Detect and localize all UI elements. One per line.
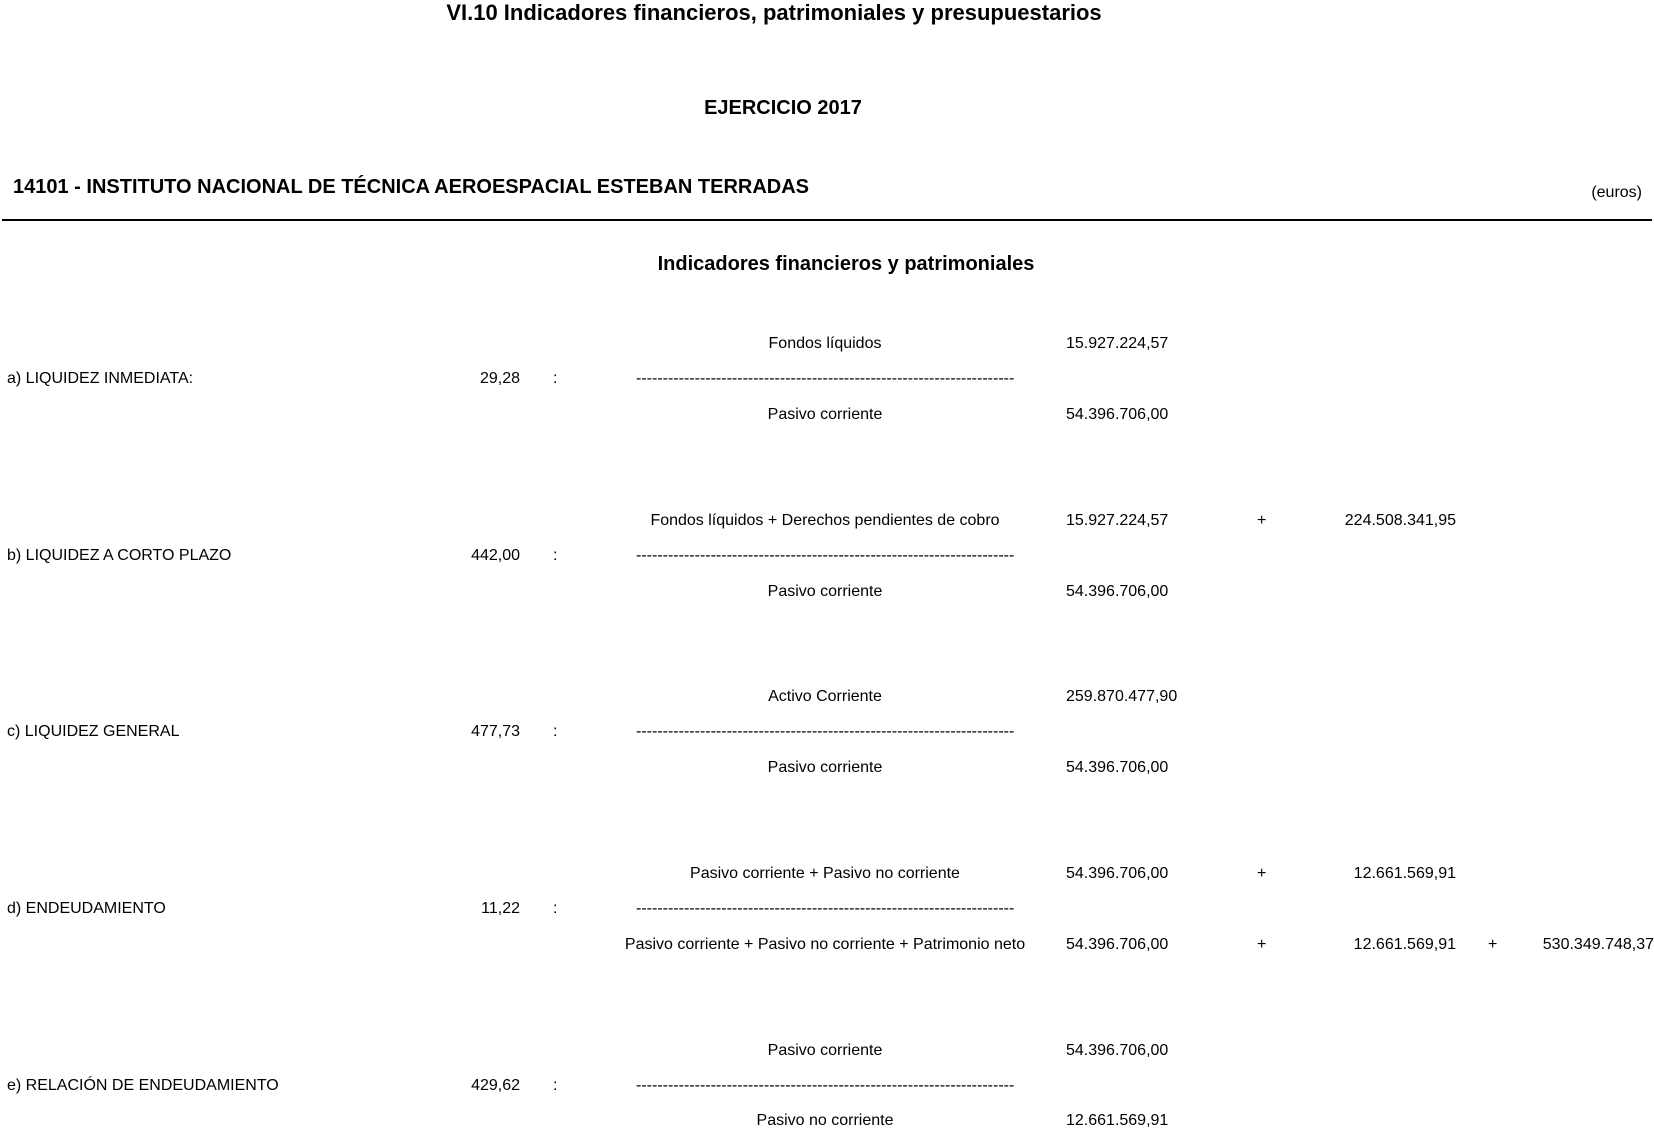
entity-heading: 14101 - INSTITUTO NACIONAL DE TÉCNICA AEROESPACIAL ESTEBAN TERRADAS bbox=[13, 176, 810, 198]
denominator-amount: 530.349.748,37 bbox=[1542, 936, 1654, 953]
denominator-amount: 54.396.706,00 bbox=[1066, 583, 1169, 600]
numerator-amount: 224.508.341,95 bbox=[1344, 512, 1456, 529]
indicator-colon: : bbox=[553, 1077, 558, 1094]
fraction-separator: ----------------------------------------------------------------------- bbox=[636, 547, 1014, 564]
numerator-amount: 15.927.224,57 bbox=[1066, 335, 1169, 352]
fiscal-year-heading: EJERCICIO 2017 bbox=[704, 97, 862, 119]
denominator-amount: 12.661.569,91 bbox=[1353, 936, 1456, 953]
page-title: VI.10 Indicadores financieros, patrimoniales y presupuestarios bbox=[446, 0, 1102, 25]
plus-sign: + bbox=[1488, 936, 1498, 953]
indicator-label: d) ENDEUDAMIENTO bbox=[7, 900, 166, 917]
denominator-formula: Pasivo corriente + Pasivo no corriente + Patrimonio neto bbox=[624, 936, 1026, 953]
indicator-colon: : bbox=[553, 723, 558, 740]
indicator-label: a) LIQUIDEZ INMEDIATA: bbox=[7, 370, 194, 387]
header-divider bbox=[2, 219, 1652, 221]
numerator-amount: 259.870.477,90 bbox=[1066, 688, 1178, 705]
indicator-colon: : bbox=[553, 900, 558, 917]
plus-sign: + bbox=[1257, 865, 1267, 882]
section-title: Indicadores financieros y patrimoniales bbox=[657, 253, 1035, 275]
fraction-separator: ----------------------------------------------------------------------- bbox=[636, 1077, 1014, 1094]
denominator-amount: 54.396.706,00 bbox=[1066, 406, 1169, 423]
indicator-colon: : bbox=[553, 547, 558, 564]
plus-sign: + bbox=[1257, 512, 1267, 529]
denominator-formula: Pasivo corriente bbox=[767, 583, 883, 600]
numerator-formula: Pasivo corriente bbox=[767, 1042, 883, 1059]
units-label: (euros) bbox=[1591, 184, 1642, 201]
numerator-formula: Fondos líquidos bbox=[768, 335, 882, 352]
indicator-label: e) RELACIÓN DE ENDEUDAMIENTO bbox=[7, 1077, 279, 1094]
indicator-label: b) LIQUIDEZ A CORTO PLAZO bbox=[7, 547, 232, 564]
fraction-separator: ----------------------------------------------------------------------- bbox=[636, 370, 1014, 387]
numerator-amount: 15.927.224,57 bbox=[1066, 512, 1169, 529]
indicator-value: 29,28 bbox=[479, 370, 520, 387]
denominator-formula: Pasivo corriente bbox=[767, 406, 883, 423]
numerator-formula: Pasivo corriente + Pasivo no corriente bbox=[690, 865, 960, 882]
denominator-formula: Pasivo corriente bbox=[767, 759, 883, 776]
indicator-value: 442,00 bbox=[471, 547, 520, 564]
indicator-value: 429,62 bbox=[471, 1077, 520, 1094]
denominator-amount: 54.396.706,00 bbox=[1066, 759, 1169, 776]
denominator-amount: 54.396.706,00 bbox=[1066, 936, 1169, 953]
plus-sign: + bbox=[1257, 936, 1267, 953]
denominator-amount: 12.661.569,91 bbox=[1066, 1112, 1169, 1129]
numerator-amount: 54.396.706,00 bbox=[1066, 1042, 1169, 1059]
numerator-amount: 54.396.706,00 bbox=[1066, 865, 1169, 882]
numerator-formula: Fondos líquidos + Derechos pendientes de cobro bbox=[650, 512, 1000, 529]
fraction-separator: ----------------------------------------------------------------------- bbox=[636, 723, 1014, 740]
indicator-label: c) LIQUIDEZ GENERAL bbox=[7, 723, 180, 740]
denominator-formula: Pasivo no corriente bbox=[756, 1112, 894, 1129]
numerator-amount: 12.661.569,91 bbox=[1353, 865, 1456, 882]
fraction-separator: ----------------------------------------------------------------------- bbox=[636, 900, 1014, 917]
indicator-value: 477,73 bbox=[471, 723, 520, 740]
indicator-colon: : bbox=[553, 370, 558, 387]
indicator-value: 11,22 bbox=[481, 900, 520, 917]
numerator-formula: Activo Corriente bbox=[768, 688, 882, 705]
